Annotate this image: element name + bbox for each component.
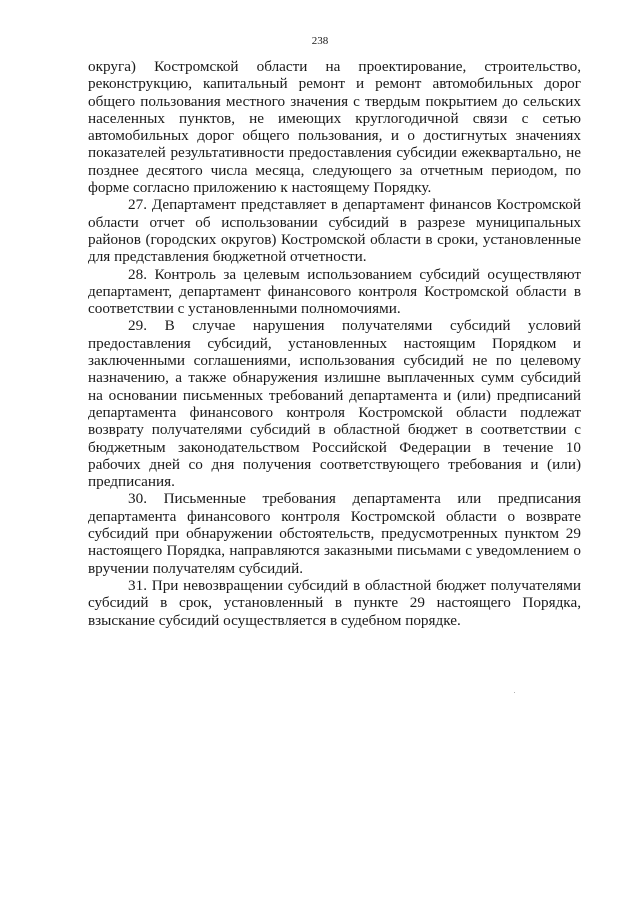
- scan-speck: [514, 692, 515, 693]
- paragraph-31: 31. При невозвращении субсидий в областной бюджет получателями субсидий в срок, установленный в пункте 29 настоящего Порядка, взыскание субсидий осуществляется в судебном порядке.: [88, 576, 581, 629]
- paragraph-27: 27. Департамент представляет в департамент финансов Костромской области отчет об использовании субсидий в разрезе муниципальных районов (городских округов) Костромской области в сроки, установленные для представления бюджетной отчетности.: [88, 196, 581, 266]
- page-number: 238: [311, 35, 329, 47]
- document-body: [88, 58, 581, 629]
- paragraph-28: 28. Контроль за целевым использованием субсидий осуществляют департамент, департамент финансового контроля Костромской области в соответствии с установленными полномочиями.: [88, 265, 581, 318]
- paragraph-continuation: округа) Костромской области на проектирование, строительство, реконструкцию, капитальный ремонт и ремонт автомобильных дорог общего пользования местного значения с твердым покрытием до сельских населенных пунктов, не имеющих круглогодичной связи с сетью автомобильных дорог общего пользования, и о достигнутых значениях показателей результативности предоставления субсидии ежеквартально, не позднее десятого числа месяца, следующего за отчетным периодом, по форме согласно приложению к настоящему Порядку.: [88, 58, 581, 197]
- paragraph-30: 30. Письменные требования департамента или предписания департамента финансового контроля Костромской области о возврате субсидий при обнаружении обстоятельств, предусмотренных пунктом 29 настоящего Порядка, направляются заказными письмами с уведомлением о вручении получателям субсидий.: [88, 490, 581, 577]
- paragraph-29: 29. В случае нарушения получателями субсидий условий предоставления субсидий, установленных настоящим Порядком и заключенными соглашениями, использования субсидий не по целевому назначению, а также обнаружения излишне выплаченных сумм субсидий на основании письменных требований департамента и (или) предписаний департамента финансового контроля Костромской области подлежат возврату получателями субсидий в областной бюджет в соответствии с бюджетным законодательством Российской Федерации в течение 10 рабочих дней со дня получения соответствующего требования и (или) предписания.: [88, 317, 581, 491]
